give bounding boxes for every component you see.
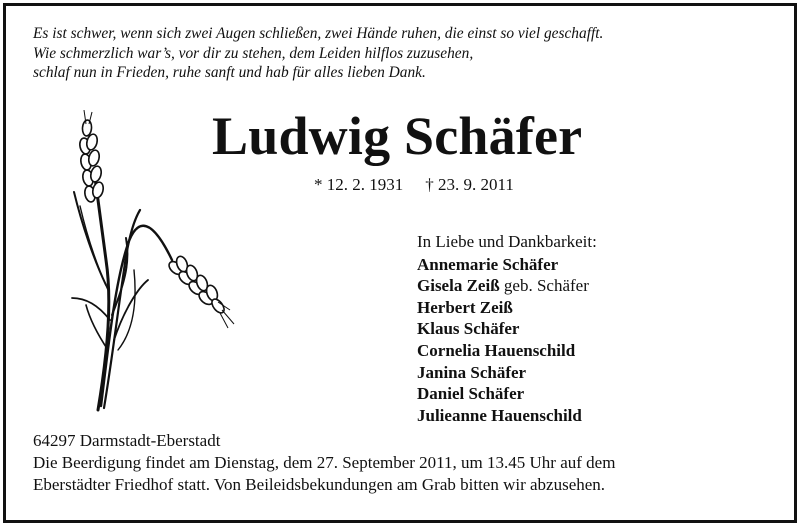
member-name: Janina Schäfer (417, 362, 527, 382)
life-dates (314, 174, 514, 196)
member-name: Gisela Zeiß (417, 276, 500, 296)
member-name: Herbert Zeiß (417, 297, 513, 317)
memorial-poem (33, 24, 773, 83)
family-member (417, 405, 597, 427)
funeral-info (33, 430, 783, 495)
poem-line: schlaf nun in Frieden, ruhe sanft und hab für alles lieben Dank. (33, 64, 426, 81)
family-intro: In Liebe und Dankbarkeit: (417, 232, 597, 251)
member-name: Daniel Schäfer (417, 384, 525, 404)
location: 64297 Darmstadt-Eberstadt (33, 431, 221, 450)
funeral-line: Eberstädter Friedhof statt. Von Beileidsbekundungen am Grab bitten wir abzusehen. (33, 474, 606, 494)
family-member (417, 383, 597, 405)
member-name: Annemarie Schäfer (417, 254, 559, 274)
family-member (417, 254, 597, 276)
deceased-name: Ludwig Schäfer (212, 106, 583, 166)
member-name: Julieanne Hauenschild (417, 405, 582, 425)
family-member (417, 362, 597, 384)
member-name: Klaus Schäfer (417, 319, 520, 339)
family-member (417, 275, 597, 297)
family-member (417, 297, 597, 319)
funeral-line: Die Beerdigung findet am Dienstag, dem 27. September 2011, um 13.45 Uhr auf dem (33, 452, 616, 472)
member-note: geb. Schäfer (503, 276, 589, 296)
poem-line: Wie schmerzlich war’s, vor dir zu stehen, dem Leiden hilflos zuzusehen, (33, 44, 474, 62)
family-member (417, 318, 597, 340)
poem-line: Es ist schwer, wenn sich zwei Augen schließen, zwei Hände ruhen, die einst so viel geschafft. (33, 25, 604, 42)
member-name: Cornelia Hauenschild (417, 340, 576, 360)
family-member (417, 340, 597, 362)
birth-date: * 12. 2. 1931 (314, 175, 404, 194)
family-list (417, 231, 597, 426)
death-date: † 23. 9. 2011 (425, 175, 514, 194)
